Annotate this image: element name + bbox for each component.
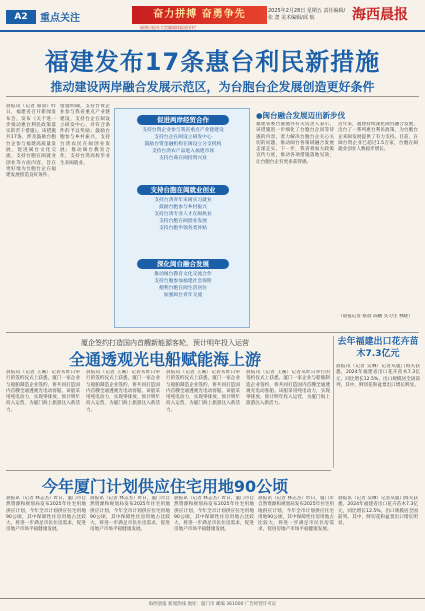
sidebar-headline: 去年福建出口花卉苗木7.3亿元 bbox=[337, 337, 419, 359]
factbox-line: 支持台胞申领各类补贴 bbox=[159, 226, 207, 231]
divider bbox=[6, 96, 419, 97]
factbox-line: 加强闽台青年交流 bbox=[163, 293, 203, 298]
fact-box bbox=[114, 108, 250, 328]
page-number: A2 bbox=[6, 10, 36, 24]
factbox-title-3: 深化闽台融合发展 bbox=[137, 259, 229, 269]
divider bbox=[6, 470, 331, 471]
dateline: 2025年2月28日 星期五 责任编辑/张 蔷 美术编辑/邱 航 bbox=[268, 8, 346, 21]
factbox-line: 支持台胞参加福建社会保险 bbox=[154, 279, 212, 284]
campaign-banner: 奋力拼搏 奋勇争先 bbox=[132, 6, 267, 24]
campaign-subtitle: 福建日报社大型融媒体报道专栏 bbox=[140, 25, 196, 30]
column-rule bbox=[333, 336, 334, 468]
factbox-line: 支持台湾农产品进入福建市场 bbox=[151, 149, 215, 154]
side-text-1: 福建省委台港澳办有关负责人表示，该措施进一步细化了台胞台企同等待遇的内容，着力解决台胞台企关心关切的问题，推动闽台各领域融合发展走深走实。下一步，我省将加大政策宣传力度，推动各项措施落地见效，让台胞台企有更多获得感。 bbox=[256, 122, 334, 165]
factbox-title-2: 支持台胞在闽就业创业 bbox=[137, 185, 229, 195]
factbox-line: 支持台湾青年来闽实习就业 bbox=[154, 198, 212, 203]
divider bbox=[6, 332, 419, 333]
factbox-line: 支持台资企业参与我省重点产业链建设 bbox=[142, 128, 224, 133]
factbox-line: 推动闽台教育文化交流合作 bbox=[154, 272, 212, 277]
story3-text: 晨报讯（记者 林志杰）昨日，厦门市自然资源和规划局发布2025年住宅用地供应计划，今年全市计划供应住宅用地90公顷，其中保障性住房用地占比较大，将进一步满足市民住房需求，促进房地产市场平稳健康发展。 bbox=[90, 496, 170, 533]
factbox-line: 支持台商在闽投资兴业 bbox=[159, 156, 207, 161]
story2-text: 晨报讯（记者 王溪）记者从昨日举行的签约仪式上获悉，厦门一家企业与船舶制造企业签约，将共同打造国内首艘全通透观光电动客船。该船采用纯电动力，实现零排放，预计明年投入运营，为厦门海上旅游注入新活力。 bbox=[246, 370, 330, 407]
story2-headline: 全通透观光电船赋能海上游 bbox=[68, 350, 261, 369]
story1-lead: 晨报讯（记者 蔡晨）昨日，福建省召开新闻发布会，发布《关于进一步推动惠台利民政策落实的若干措施》。该措施共17条，涉及鼓励台胞台企参与福建高质量发展、促进闽台文化交流、支持台胞在闽就业创业等方面内容，旨在更好地为台胞台企在福建发展创造良好条件。 bbox=[6, 104, 56, 179]
page-header bbox=[0, 0, 425, 32]
page-footer: 海西晨报 新闻热线 地址：厦门市 邮编 361000 广告经营许可证 bbox=[0, 598, 425, 611]
story3-text: 晨报讯（记者 林志杰）昨日，厦门市自然资源和规划局发布2025年住宅用地供应计划，今年全市计划供应住宅用地90公顷，其中保障性住房用地占比较大，将进一步满足市民住房需求，促进房地产市场平稳健康发展。 bbox=[174, 496, 254, 533]
story2-text: 晨报讯（记者 王溪）记者从昨日举行的签约仪式上获悉，厦门一家企业与船舶制造企业签约，将共同打造国内首艘全通透观光电动客船。该船采用纯电动力，实现零排放，预计明年投入运营，为厦门海上旅游注入新活力。 bbox=[166, 370, 240, 413]
section-title: 重点关注 bbox=[40, 13, 80, 24]
story2-kicker: 厦企签约打造国内首艘新能源客轮，预计明年投入运营 bbox=[81, 339, 249, 347]
story2-text: 晨报讯（记者 王溪）记者从昨日举行的签约仪式上获悉，厦门一家企业与船舶制造企业签约，将共同打造国内首艘全通透观光电动客船。该船采用纯电动力，实现零排放，预计明年投入运营，为厦门海上旅游注入新活力。 bbox=[86, 370, 160, 413]
factbox-line: 支持台胞在闽创业发展 bbox=[159, 219, 207, 224]
masthead-logo: 海西晨报 bbox=[352, 7, 408, 23]
sidebar-text: 晨报讯（记者 吴琳）记者从厦门海关获悉，2024年福建省出口花卉苗木7.3亿元，同比增长12.5%，出口规模居全国前列。其中，鲜切花和盆景出口增长明显。 bbox=[336, 364, 420, 388]
subheadline-main: 推动建设两岸融合发展示范区，为台胞台企发展创造更好条件 bbox=[50, 80, 375, 94]
story1-col2: 措施明确，支持台资企业参与我省重点产业链建设，支持台企在闽设立研发中心，对符合条件的予以奖励；鼓励台胞参与乡村振兴，支持台湾农民在闽创业发展；推动闽台教育合作，支持台湾高校毕业生来闽就业。 bbox=[60, 104, 110, 166]
story3-text: 晨报讯（记者 林志杰）昨日，厦门市自然资源和规划局发布2025年住宅用地供应计划，今年全市计划供应住宅用地90公顷，其中保障性住房用地占比较大，将进一步满足市民住房需求，促进房地产市场平稳健康发展。 bbox=[258, 496, 334, 533]
story3-text: 晨报讯（记者 林志杰）昨日，厦门市自然资源和规划局发布2025年住宅用地供应计划，今年全市计划供应住宅用地90公顷，其中保障性住房用地占比较大，将进一步满足市民住房需求，促进房地产市场平稳健康发展。 bbox=[6, 496, 86, 533]
story2-text: 晨报讯（记者 王溪）记者从昨日举行的签约仪式上获悉，厦门一家企业与船舶制造企业签约，将共同打造国内首艘全通透观光电动客船。该船采用纯电动力，实现零排放，预计明年投入运营，为厦门海上旅游注入新活力。 bbox=[6, 370, 80, 413]
story3-headline: 今年厦门计划供应住宅用地90公顷 bbox=[41, 477, 289, 496]
byline: （晨报记者 蔡晨 陈鹏 实习生 林晓） bbox=[338, 314, 413, 319]
sidebar-story bbox=[336, 336, 420, 516]
factbox-line: 鼓励台资金融机构在闽设立分支机构 bbox=[144, 142, 222, 147]
side-text-2: 近年来，福建持续深化闽台融合发展，出台了一系列惠台利民政策，为台胞台企来闽发展提供了有力支持。目前，在闽台资企业已超过1.5万家，台胞在闽就业创业人数稳步增长。 bbox=[338, 122, 418, 153]
factbox-title-1: 促进两岸经贸合作 bbox=[137, 115, 229, 125]
factbox-line: 鼓励台胞参与乡村振兴 bbox=[159, 205, 207, 210]
story3-text: 晨报讯（记者 吴琳）记者从厦门海关获悉，2024年福建省出口花卉苗木7.3亿元，同比增长12.5%，出口规模居全国前列。其中，鲜切花和盆景出口增长明显。 bbox=[338, 496, 418, 527]
factbox-line: 支持台企在闽设立研发中心 bbox=[154, 135, 212, 140]
headline-main: 福建发布17条惠台利民新措施 bbox=[44, 48, 381, 76]
factbox-line: 支持台湾专业人才在闽执业 bbox=[154, 212, 212, 217]
side-subhead: ●闽台融合发展迈出新步伐 bbox=[256, 111, 346, 120]
factbox-line: 便利台胞在闽生活居住 bbox=[159, 286, 207, 291]
